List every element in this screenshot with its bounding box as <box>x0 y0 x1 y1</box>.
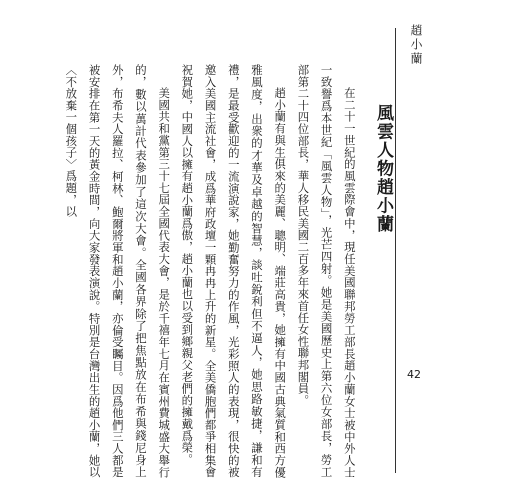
header-divider-line <box>395 28 396 473</box>
paragraph-3: 美國共和黨第三十七屆全國代表大會，是於千禧年七月在賓州費城盛大舉行的，數以萬計代表參加了這次大會。全國各界除了把焦點放在布希與錢尼身上外，布希夫人羅拉、柯林、鮑爾將軍和趙小蘭，亦倫受矚目。因爲他們三人都是被安排在第一天的黃金時間，向大家發表演說。特別是台灣出生的趙小蘭，她以〈不放棄一個孩子〉爲題，以 <box>64 64 172 478</box>
paragraph-1: 在二十一世紀的風雲際會中，現任美國聯邦勞工部長趙小蘭女士被中外人士一致譽爲本世紀「風雲人物」，光芒四射。她是美國歷史上第六位女部長，勞工部第二十四位部長，華人移民美國二百多年來首任女性聯邦閣員。 <box>296 64 357 478</box>
running-header-title: 趙小蘭 <box>409 24 423 66</box>
article-title: 風雲人物趙小蘭 <box>373 104 393 234</box>
page-number: 42 <box>407 368 421 381</box>
vertical-text-body <box>59 64 394 478</box>
paragraph-2: 趙小蘭有與生俱來的美麗、聰明、端莊高貴，她擁有中國古典氣質和西方優雅風度，出衆的才華及卓越的智慧，談吐銳利但不逼人，她思路敏捷，謙和有禮，是最受歡迎的一流演說家，她勤奮努力的作風，光彩照人的表現，很快的被邀入美國主流社會，成爲華府政壇一顆冉冉上升的新星。全美僑胞們都爭相集會祝賀她，中國人以擁有趙小蘭爲傲，趙小蘭也以受到鄉親父老們的擁戴爲榮。 <box>180 64 288 478</box>
